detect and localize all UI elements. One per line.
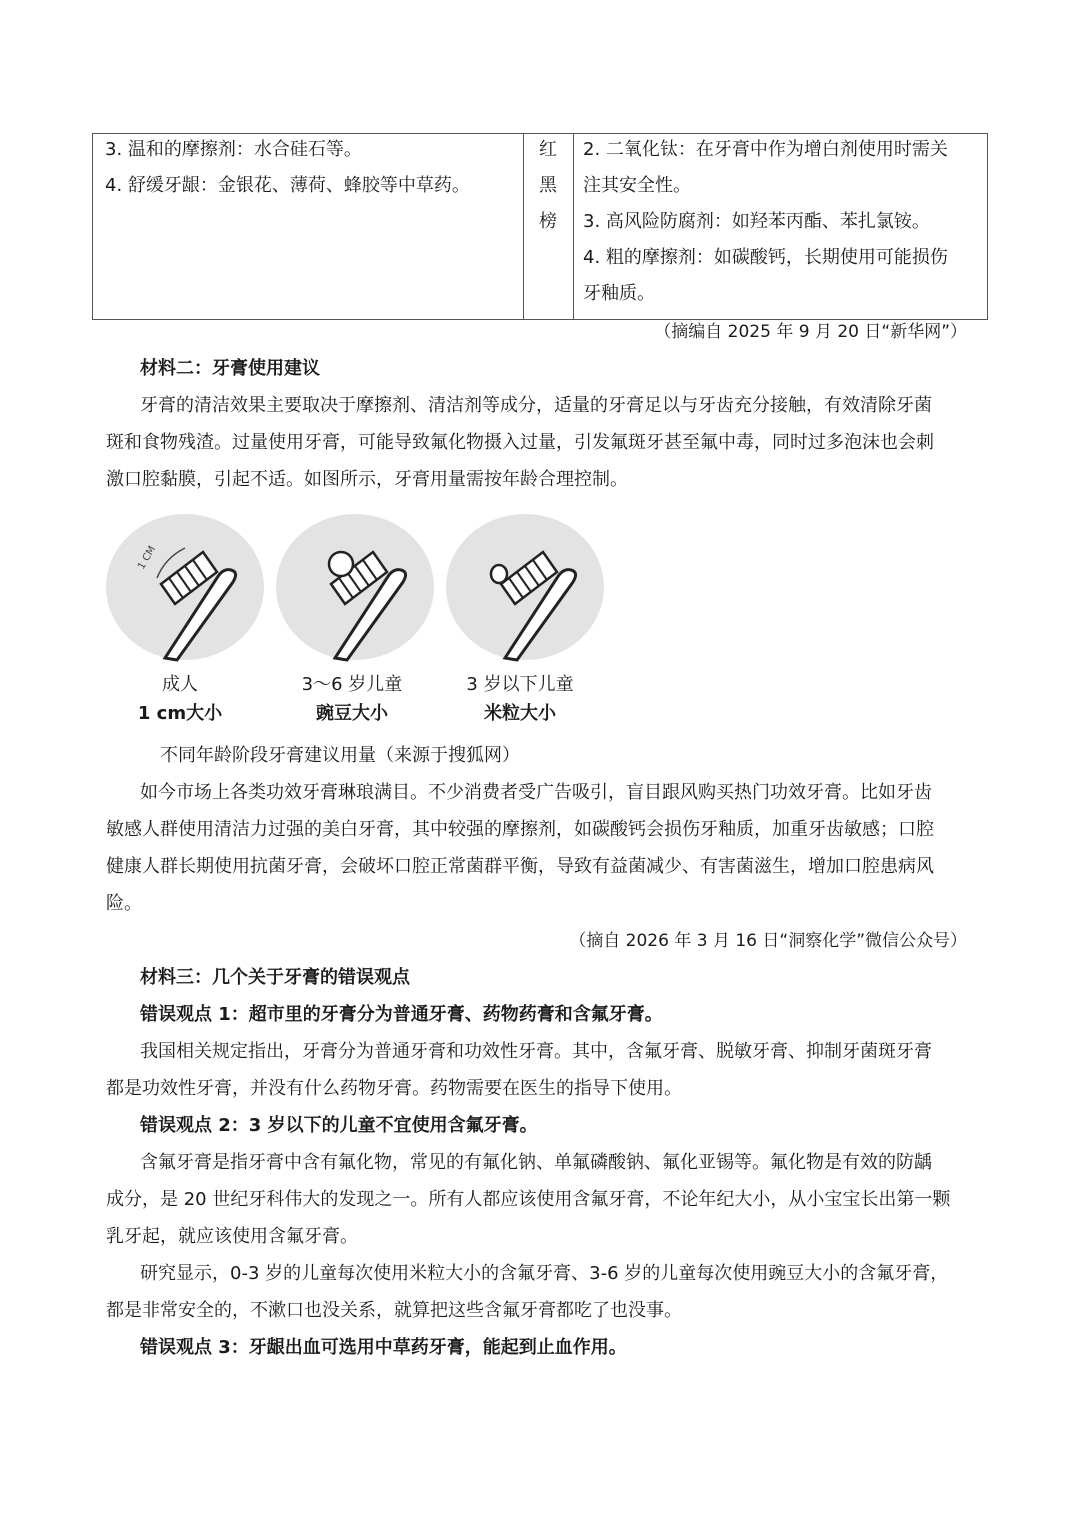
material3-heading: 材料三：几个关于牙膏的错误观点 xyxy=(140,967,410,988)
figure-caption: 不同年龄阶段牙膏建议用量（来源于搜狐网） xyxy=(160,745,520,766)
ingredient-table xyxy=(92,133,988,320)
misconception-3: 错误观点 3：牙龈出血可选用中草药牙膏，能起到止血作用。 xyxy=(140,1337,627,1358)
child-3-6-toothbrush-illustration xyxy=(275,512,435,662)
misconception-1: 错误观点 1：超市里的牙膏分为普通牙膏、药物药膏和含氟牙膏。 xyxy=(140,1004,663,1025)
table-mid-char-2: 黑 xyxy=(539,175,557,196)
adult-toothbrush-illustration xyxy=(105,512,265,662)
figure-label-under-3: 3 岁以下儿童 xyxy=(466,674,574,695)
table-left-line-1: 3. 温和的摩擦剂：水合硅石等。 xyxy=(105,139,362,160)
table-right-line-1: 2. 二氧化钛：在牙膏中作为增白剂使用时需关 xyxy=(583,139,948,160)
figure-sub-adult: 1 cm大小 xyxy=(137,703,223,724)
table-right-line-3: 3. 高风险防腐剂：如羟苯丙酯、苯扎氯铵。 xyxy=(583,211,930,232)
figure-sub-3-6: 豌豆大小 xyxy=(316,703,388,724)
table-left-line-2: 4. 舒缓牙龈：金银花、薄荷、蜂胶等中草药。 xyxy=(105,175,470,196)
toothpaste-amount-figure xyxy=(105,512,605,727)
table-mid-cell xyxy=(523,134,574,319)
material2-para1-line3: 激口腔黏膜，引起不适。如图所示，牙膏用量需按年龄合理控制。 xyxy=(106,469,628,490)
misconception-1-para-line1: 我国相关规定指出，牙膏分为普通牙膏和功效性牙膏。其中，含氟牙膏、脱敏牙膏、抑制牙菌斑牙膏 xyxy=(140,1041,932,1062)
misconception-2-para2-line1: 研究显示，0-3 岁的儿童每次使用米粒大小的含氟牙膏、3-6 岁的儿童每次使用豌豆大小的含氟牙膏， xyxy=(140,1263,949,1284)
misconception-2-para2-line2: 都是非常安全的，不漱口也没关系，就算把这些含氟牙膏都吃了也没事。 xyxy=(106,1300,682,1321)
material2-para2-line1: 如今市场上各类功效牙膏琳琅满目。不少消费者受广告吸引，盲目跟风购买热门功效牙膏。比如牙齿 xyxy=(140,782,932,803)
material2-para1-line2: 斑和食物残渣。过量使用牙膏，可能导致氟化物摄入过量，引发氟斑牙甚至氟中毒，同时过多泡沫也会刺 xyxy=(106,432,934,453)
material2-para2-line2: 敏感人群使用清洁力过强的美白牙膏，其中较强的摩擦剂，如碳酸钙会损伤牙釉质，加重牙齿敏感；口腔 xyxy=(106,819,934,840)
table-left-cell xyxy=(93,134,524,319)
misconception-2-para-line3: 乳牙起，就应该使用含氟牙膏。 xyxy=(106,1226,358,1247)
misconception-2-para-line2: 成分，是 20 世纪牙科伟大的发现之一。所有人都应该使用含氟牙膏，不论年纪大小，从小宝宝长出第一颗 xyxy=(106,1189,951,1210)
figure-label-adult: 成人 xyxy=(162,674,198,695)
source-note-2: （摘自 2026 年 3 月 16 日“洞察化学”微信公众号） xyxy=(569,931,967,951)
figure-sub-under-3: 米粒大小 xyxy=(484,703,556,724)
table-right-line-4: 4. 粗的摩擦剂：如碳酸钙，长期使用可能损伤 xyxy=(583,247,948,268)
material2-para1-line1: 牙膏的清洁效果主要取决于摩擦剂、清洁剂等成分，适量的牙膏足以与牙齿充分接触，有效清除牙菌 xyxy=(140,395,932,416)
misconception-2: 错误观点 2：3 岁以下的儿童不宜使用含氟牙膏。 xyxy=(140,1115,538,1136)
material2-para2-line3: 健康人群长期使用抗菌牙膏，会破坏口腔正常菌群平衡，导致有益菌减少、有害菌滋生，增加口腔患病风 xyxy=(106,856,934,877)
material2-para2-line4: 险。 xyxy=(106,893,142,914)
table-right-cell xyxy=(573,134,987,319)
source-note-1: （摘编自 2025 年 9 月 20 日“新华网”） xyxy=(654,322,967,342)
scale-mark-text: 1 CM xyxy=(136,544,159,572)
child-under-3-toothbrush-illustration xyxy=(445,512,605,662)
table-right-line-5: 牙釉质。 xyxy=(583,283,655,304)
table-mid-char-3: 榜 xyxy=(539,211,557,232)
misconception-2-para-line1: 含氟牙膏是指牙膏中含有氟化物，常见的有氟化钠、单氟磷酸钠、氟化亚锡等。氟化物是有效的防龋 xyxy=(140,1152,932,1173)
table-mid-char-1: 红 xyxy=(539,139,557,160)
misconception-1-para-line2: 都是功效性牙膏，并没有什么药物牙膏。药物需要在医生的指导下使用。 xyxy=(106,1078,682,1099)
table-right-line-2: 注其安全性。 xyxy=(583,175,691,196)
material2-heading: 材料二：牙膏使用建议 xyxy=(140,358,320,379)
figure-label-3-6: 3～6 岁儿童 xyxy=(301,674,403,695)
